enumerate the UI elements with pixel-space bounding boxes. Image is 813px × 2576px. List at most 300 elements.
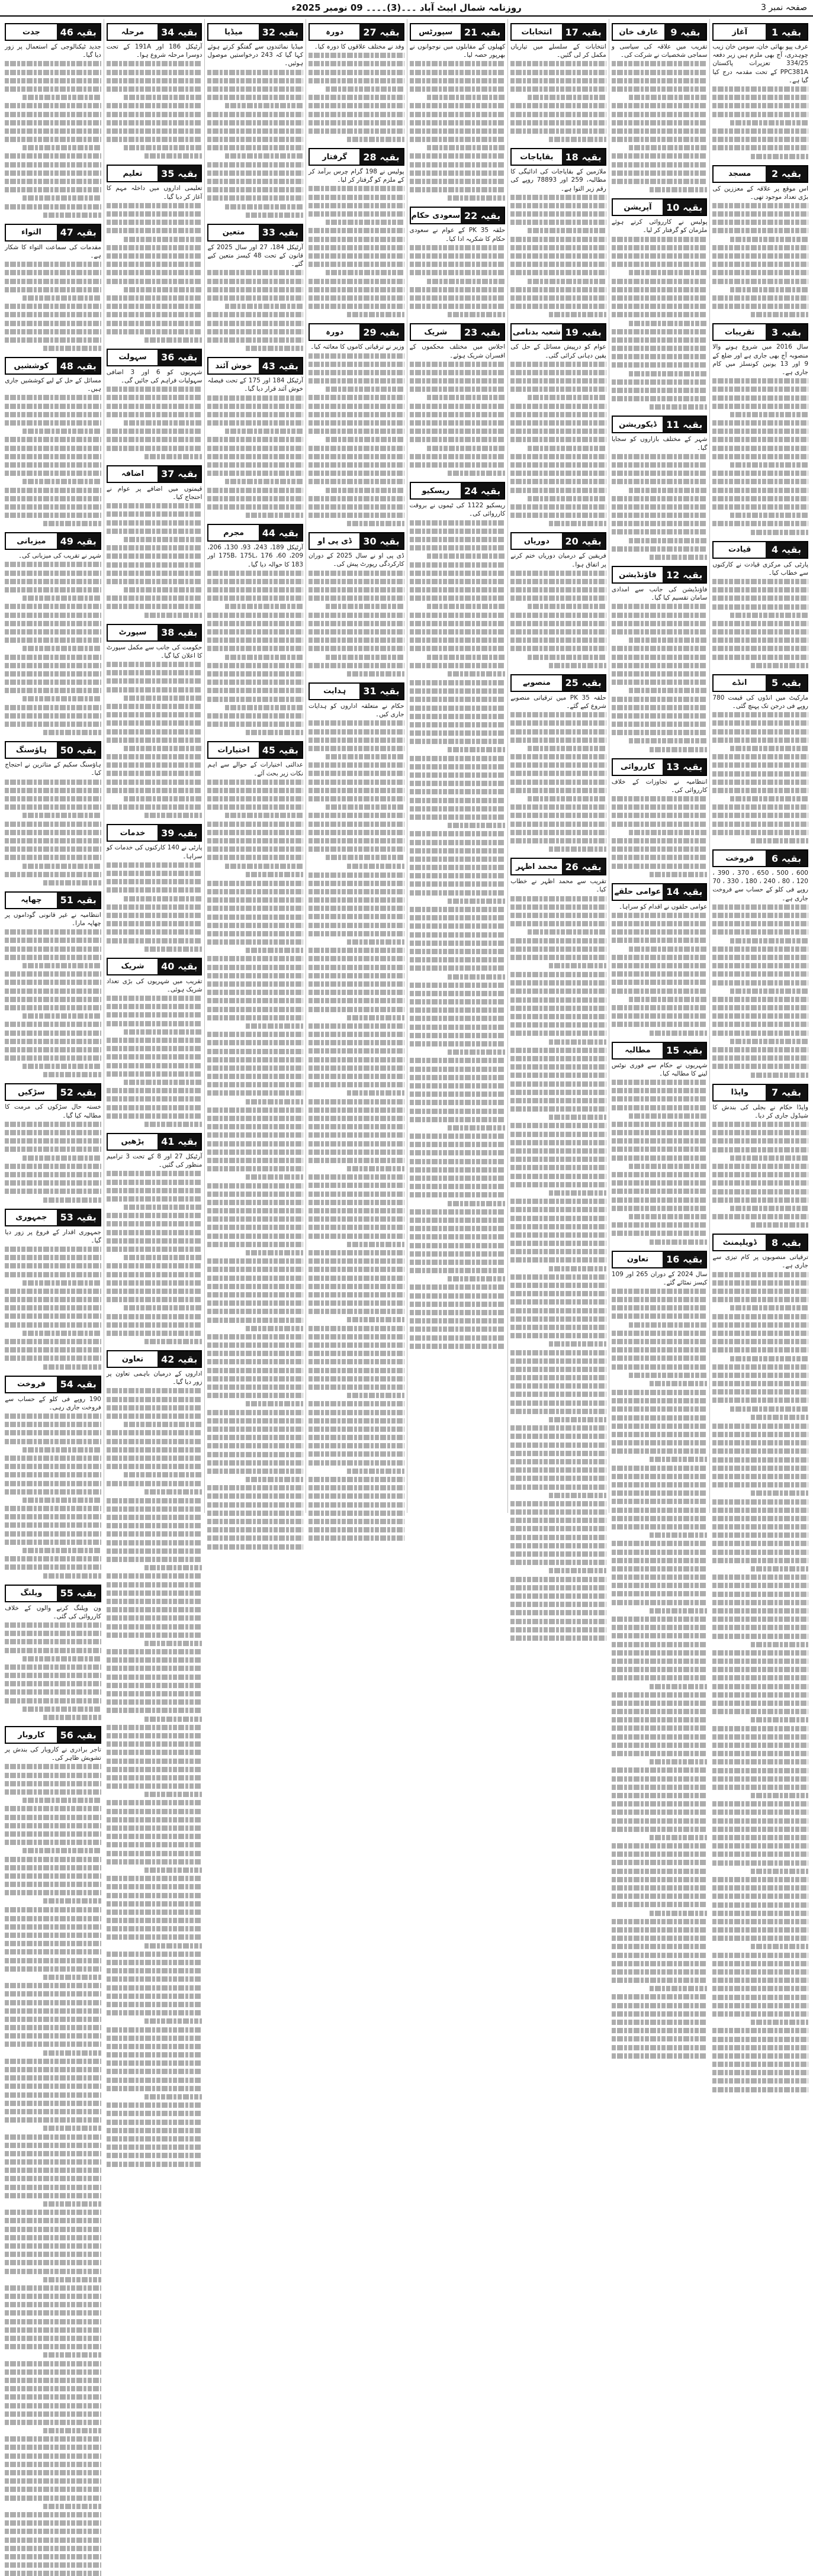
article-number: بقیہ 27 (359, 24, 403, 40)
text-line (207, 395, 303, 401)
text-line (43, 1197, 101, 1203)
text-line (107, 595, 203, 601)
text-line (309, 353, 404, 359)
text-line (5, 2143, 101, 2148)
article-number: بقیہ 25 (562, 675, 605, 691)
text-line (410, 1234, 506, 1239)
text-line (207, 137, 303, 142)
text-line (650, 1532, 707, 1538)
text-line (309, 788, 404, 793)
article-text: جدید ٹیکنالوجی کے استعمال پر زور دیا گیا۔ (5, 43, 101, 59)
text-line (612, 2053, 708, 2059)
text-line (5, 262, 101, 267)
text-line (5, 2369, 101, 2375)
text-line (5, 86, 101, 92)
text-line (528, 796, 606, 801)
text-line (207, 579, 303, 584)
text-line (712, 1138, 808, 1144)
text-line (107, 1910, 203, 1915)
text-line (5, 1481, 101, 1486)
text-line (510, 120, 606, 125)
text-line (5, 2000, 101, 2005)
text-line (5, 1272, 101, 1277)
text-line (528, 228, 606, 233)
text-lines (5, 778, 101, 886)
text-line (207, 629, 303, 635)
text-line (309, 1250, 404, 1255)
text-line (207, 973, 303, 978)
article-text: عدالتی اختیارات کے حوالے سے اہم نکات زیر بحث آئے۔ (207, 761, 304, 777)
article-keyword: تعلیم (108, 166, 158, 181)
text-line (510, 1383, 606, 1389)
text-line (309, 881, 404, 886)
text-line (5, 1840, 101, 1845)
article-keyword: پڑھیں (108, 1134, 158, 1149)
text-line (107, 1548, 203, 1554)
text-line (207, 1276, 303, 1281)
text-line (107, 2136, 203, 2142)
article-header (5, 1083, 101, 1101)
text-line (207, 195, 303, 201)
text-line (612, 971, 708, 977)
text-line (107, 70, 203, 75)
text-line (5, 2185, 101, 2190)
text-line (144, 1943, 202, 1949)
text-line (410, 646, 506, 651)
text-line (225, 103, 304, 108)
text-line (43, 1364, 101, 1370)
text-line (207, 822, 303, 827)
text-line (5, 312, 101, 317)
text-line (629, 488, 708, 493)
text-line (612, 730, 708, 735)
text-line (5, 112, 101, 117)
article-keyword: متعین (208, 225, 258, 240)
text-line (5, 587, 101, 593)
text-line (712, 454, 808, 459)
text-line (107, 1397, 203, 1402)
text-line (730, 1406, 809, 1412)
text-line (712, 1969, 808, 1975)
masthead (0, 0, 813, 17)
text-line (650, 187, 707, 192)
text-line (207, 1158, 303, 1163)
text-line (510, 1543, 606, 1548)
article-text: مقدمات کی سماعت التواء کا شکار ہے۔ (5, 243, 101, 259)
text-line (5, 838, 101, 843)
text-line (309, 1065, 404, 1071)
text-line (712, 1877, 808, 1882)
text-line (712, 646, 808, 651)
article-text: کھیلوں کے مقابلوں میں نوجوانوں نے بھرپور حصہ لیا۔ (409, 43, 506, 59)
text-line (410, 739, 506, 744)
text-line (448, 823, 505, 828)
text-line (612, 813, 708, 818)
text-line (712, 1835, 808, 1840)
text-line (712, 1466, 808, 1471)
text-line (612, 921, 708, 926)
article-text: ترقیاتی منصوبوں پر کام تیزی سے جاری ہے۔ (712, 1254, 808, 1270)
text-line (124, 896, 203, 901)
text-line (5, 1916, 101, 1921)
masthead-title: روزنامہ شمال ایبٹ آباد ۔۔۔(3)۔۔۔۔ 09 نومبر 2025ء (291, 2, 522, 13)
article-header (309, 532, 404, 550)
text-line (448, 195, 505, 201)
text-line (410, 404, 506, 409)
text-line (107, 61, 203, 66)
text-line (510, 412, 606, 417)
text-line (107, 1952, 203, 1957)
text-line (612, 354, 708, 359)
text-line (107, 1691, 203, 1696)
text-line (107, 2027, 203, 2033)
text-line (5, 2235, 101, 2240)
column-filler (510, 970, 606, 1641)
text-line (246, 1401, 303, 1406)
text-line (5, 1531, 101, 1537)
text-line (510, 370, 606, 375)
text-line (612, 938, 708, 943)
text-line (650, 1608, 707, 1614)
text-line (510, 1325, 606, 1330)
article-keyword: ڈیکوریشن (613, 417, 663, 432)
text-line (107, 1297, 203, 1302)
text-line (410, 420, 506, 426)
text-line (410, 370, 506, 375)
text-line (612, 1574, 708, 1580)
article-text: حلقہ PK 35 میں ترقیاتی منصوبے شروع کیے گئے۔ (510, 694, 606, 710)
article-text: حکومت کی جانب سے مکمل سپورٹ کا اعلان کیا گیا۔ (106, 643, 203, 659)
text-line (309, 120, 404, 125)
text-line (309, 998, 404, 1003)
text-line (612, 1869, 708, 1874)
text-line (107, 412, 203, 417)
text-line (309, 1007, 404, 1012)
article-text: آرٹیکل 184 اور 175 کے تحت فیصلہ خوش آئند قرار دیا گیا۔ (207, 377, 304, 393)
text-line (410, 621, 506, 626)
text-line (712, 720, 808, 726)
text-line (5, 2319, 101, 2324)
text-line (309, 571, 404, 576)
text-line (207, 1511, 303, 1516)
text-line (612, 253, 708, 259)
text-line (309, 1292, 404, 1297)
text-line (207, 1359, 303, 1364)
text-line (107, 1733, 203, 1738)
news-article (107, 1348, 203, 1495)
text-line (730, 120, 809, 125)
text-line (712, 1289, 808, 1294)
text-line (712, 1659, 808, 1664)
text-line (5, 1472, 101, 1477)
text-line (712, 471, 808, 476)
text-line (612, 337, 708, 343)
text-line (5, 562, 101, 567)
text-line (712, 1843, 808, 1849)
text-line (510, 1014, 606, 1019)
text-line (107, 1582, 203, 1588)
text-line (107, 804, 203, 810)
text-line (43, 1072, 101, 1077)
text-line (510, 287, 606, 292)
news-article (612, 1039, 708, 1245)
article-number: بقیہ 22 (461, 208, 504, 223)
text-line (712, 1684, 808, 1689)
text-line (510, 429, 606, 434)
text-line (528, 395, 606, 400)
text-line (5, 137, 101, 142)
text-line (612, 1122, 708, 1127)
text-line (207, 187, 303, 192)
text-line (712, 1860, 808, 1866)
news-article (5, 739, 101, 886)
text-line (510, 420, 606, 426)
text-line (612, 705, 708, 710)
text-line (510, 1274, 606, 1280)
text-line (629, 1373, 708, 1378)
text-line (612, 170, 708, 176)
text-line (612, 1297, 708, 1302)
news-column (104, 19, 205, 1513)
text-line (528, 929, 606, 935)
text-line (5, 513, 101, 518)
text-line (207, 1124, 303, 1129)
text-line (612, 2011, 708, 2017)
text-line (309, 1401, 404, 1406)
text-line (107, 1180, 203, 1185)
text-line (309, 1351, 404, 1356)
text-lines (309, 719, 404, 868)
text-line (309, 1485, 404, 1490)
text-line (612, 604, 708, 609)
text-line (712, 1508, 808, 1513)
text-line (510, 295, 606, 301)
text-line (107, 1901, 203, 1907)
news-article (510, 21, 606, 142)
text-line (712, 712, 808, 717)
text-line (207, 1493, 303, 1499)
text-line (309, 1234, 404, 1239)
text-line (712, 738, 808, 743)
text-lines (107, 501, 203, 617)
text-line (5, 705, 101, 710)
text-line (712, 788, 808, 793)
column-filler (612, 1388, 708, 2059)
text-line (650, 1986, 707, 1991)
text-line (207, 1318, 303, 1323)
text-line (207, 780, 303, 785)
text-line (107, 437, 203, 442)
text-line (5, 304, 101, 309)
news-article (5, 221, 101, 351)
text-line (144, 1867, 202, 1873)
text-line (612, 1961, 708, 1966)
text-line (107, 1322, 203, 1328)
text-lines (510, 569, 606, 668)
text-line (107, 1607, 203, 1612)
text-line (5, 1664, 101, 1670)
text-line (5, 2067, 101, 2072)
text-line (309, 195, 404, 200)
text-line (5, 1138, 101, 1144)
text-line (712, 228, 808, 233)
text-line (712, 1608, 808, 1614)
text-line (751, 1944, 808, 1949)
text-line (107, 678, 203, 684)
text-line (549, 1493, 606, 1498)
text-line (309, 948, 404, 953)
text-line (107, 1012, 203, 1017)
text-line (629, 371, 708, 376)
news-article (410, 479, 506, 677)
text-line (5, 2033, 101, 2039)
text-line (5, 2075, 101, 2081)
text-line (5, 1622, 101, 1628)
text-line (309, 1141, 404, 1147)
text-line (309, 287, 404, 292)
text-line (124, 1422, 203, 1427)
text-line (107, 270, 203, 275)
text-line (510, 1006, 606, 1011)
text-line (107, 446, 203, 451)
text-line (23, 1064, 101, 1069)
article-number: بقیہ 16 (663, 1252, 706, 1267)
article-text: وفد نے مختلف علاقوں کا دورہ کیا۔ (314, 43, 404, 50)
text-line (612, 1022, 708, 1027)
text-line (5, 1857, 101, 1862)
text-line (309, 454, 404, 459)
text-line (510, 1610, 606, 1615)
text-line (309, 587, 404, 593)
text-line (510, 1056, 606, 1061)
text-line (712, 1986, 808, 1991)
text-line (309, 1535, 404, 1541)
text-line (410, 714, 506, 719)
text-line (5, 2134, 101, 2140)
text-line (107, 1314, 203, 1319)
text-line (712, 521, 808, 526)
text-line (107, 262, 203, 267)
text-line (712, 395, 808, 401)
text-line (309, 1149, 404, 1155)
text-line (410, 562, 506, 568)
text-line (612, 713, 708, 719)
article-header (309, 23, 404, 41)
text-line (510, 988, 606, 994)
text-line (309, 304, 404, 309)
text-line (23, 1013, 101, 1019)
text-line (107, 1968, 203, 1973)
text-line (43, 2201, 101, 2207)
text-line (207, 321, 303, 326)
text-line (410, 462, 506, 468)
text-line (612, 1222, 708, 1228)
text-line (23, 696, 101, 701)
text-line (510, 304, 606, 309)
article-number: بقیہ 18 (562, 149, 605, 165)
article-number: بقیہ 34 (158, 24, 201, 40)
text-line (5, 1949, 101, 1954)
text-line (5, 1464, 101, 1469)
text-line (612, 86, 708, 92)
text-line (5, 2512, 101, 2517)
text-line (510, 788, 606, 793)
text-line (5, 2445, 101, 2450)
text-line (309, 1342, 404, 1348)
article-header (410, 23, 506, 41)
text-line (612, 521, 708, 526)
text-line (309, 496, 404, 501)
article-number: بقیہ 49 (57, 533, 100, 549)
text-line (309, 1427, 404, 1432)
article-number: بقیہ 45 (259, 742, 302, 758)
news-article (612, 564, 708, 752)
text-line (712, 1373, 808, 1378)
text-line (612, 329, 708, 334)
text-line (207, 337, 303, 343)
text-line (612, 1432, 708, 1437)
text-line (712, 904, 808, 910)
text-line (730, 412, 809, 417)
columns-grid (2, 19, 811, 1762)
news-article (207, 21, 303, 218)
text-line (5, 61, 101, 66)
text-line (5, 462, 101, 468)
text-line (751, 530, 808, 535)
text-line (5, 1514, 101, 1519)
text-line (612, 137, 708, 142)
text-line (410, 70, 506, 75)
text-line (510, 1434, 606, 1439)
text-line (410, 873, 506, 878)
article-header (410, 323, 506, 341)
text-line (612, 1659, 708, 1664)
text-line (5, 1681, 101, 1686)
news-article (410, 204, 506, 317)
text-line (510, 404, 606, 409)
news-column (306, 19, 407, 1513)
text-line (207, 270, 303, 275)
text-line (410, 1167, 506, 1173)
text-line (712, 95, 808, 100)
article-text: حلقہ PK 35 کے عوام نے سعودی حکام کا شکریہ ادا کیا۔ (409, 227, 506, 243)
text-line (549, 963, 606, 968)
text-line (510, 780, 606, 785)
article-text: مسائل کے حل کے لیے کوششیں جاری ہیں۔ (5, 377, 101, 393)
text-line (5, 488, 101, 493)
text-line (107, 1263, 203, 1268)
text-line (510, 1090, 606, 1095)
text-line (309, 1443, 404, 1448)
article-text: عوامی حلقوں نے اقدام کو سراہا۔ (618, 903, 708, 910)
article-keyword: دورہ (310, 324, 359, 340)
text-line (5, 1958, 101, 1963)
text-line (510, 1485, 606, 1490)
text-line (712, 754, 808, 759)
text-line (612, 1197, 708, 1203)
text-line (410, 537, 506, 542)
text-line (410, 965, 506, 971)
text-line (107, 1783, 203, 1789)
text-line (207, 1393, 303, 1398)
article-text: آرٹیکل 184، 27 اور سال 2025 کے قانون کے تحت 48 کیسز متعین کیے گئے۔ (207, 243, 304, 268)
text-line (410, 932, 506, 938)
text-line (107, 2128, 203, 2133)
text-line (43, 212, 101, 218)
text-line (510, 579, 606, 584)
news-article (510, 672, 606, 852)
text-line (5, 1430, 101, 1435)
